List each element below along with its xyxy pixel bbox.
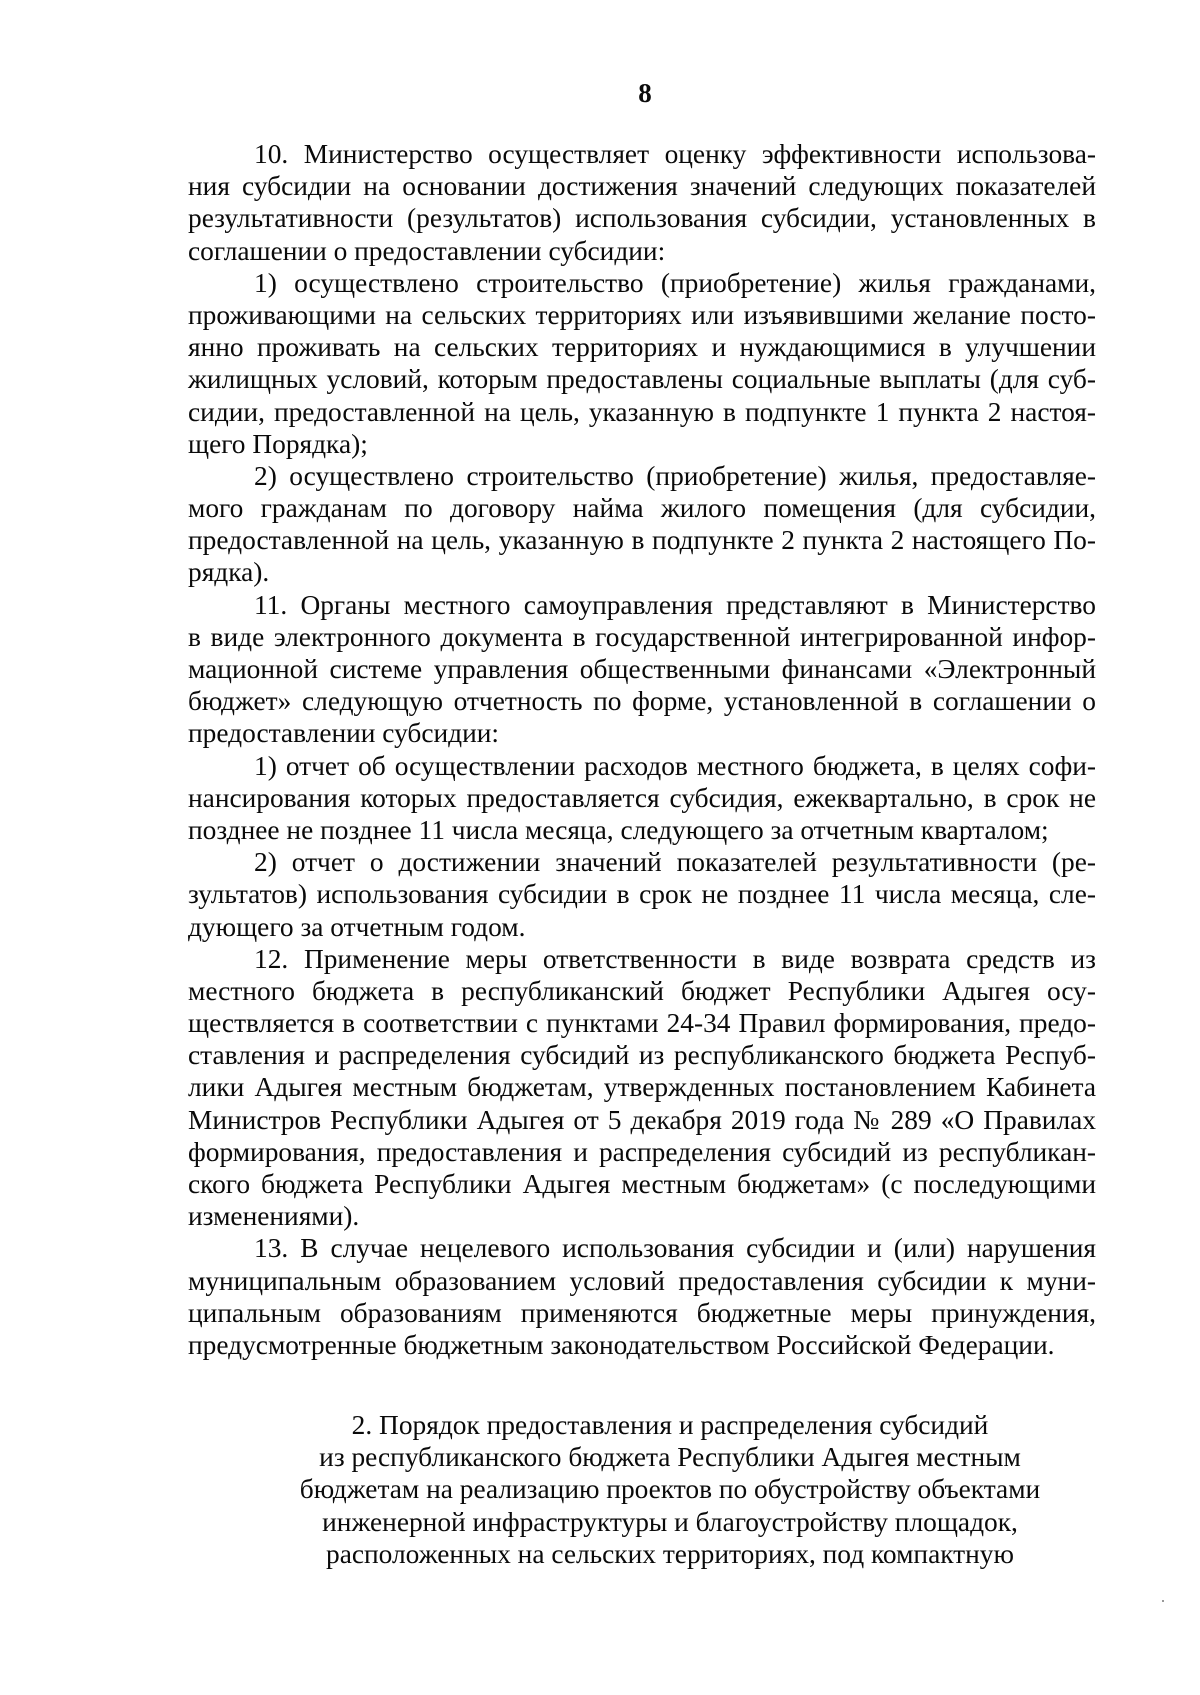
text-line: Министров Республики Адыгея от 5 декабря 2019 года № 289 «О Правилах [188,1104,1096,1135]
text-line: 2) осуществлено строительство (приобретение) жилья, предоставляе- [254,460,1096,491]
text-line: предоставленной на цель, указанную в подпункте 2 пункта 2 настоящего По- [188,525,1096,556]
text-line: 13. В случае нецелевого использования субсидии и (или) нарушения [254,1233,1096,1264]
text-line: соглашении о предоставлении субсидии: [188,235,666,266]
text-line: результативности (результатов) использования субсидии, установленных в [188,203,1096,234]
text-line: проживающими на сельских территориях или изъявившими желание посто- [188,299,1096,330]
section-heading [188,1409,1096,1570]
text-line: местного бюджета в республиканский бюджет Республики Адыгея осу- [188,975,1096,1006]
paragraph-10-item-1 [188,267,1096,460]
heading-line: инженерной инфраструктуры и благоустройству площадок, [322,1506,1018,1537]
text-line: мого гражданам по договору найма жилого помещения (для субсидии, [188,493,1096,524]
text-line: 10. Министерство осуществляет оценку эффективности использова- [254,139,1096,169]
paragraph-11 [188,589,1096,750]
paragraph-11-item-2 [188,846,1096,943]
text-line: ществляется в соответствии с пунктами 24-34 Правил формирования, предо- [188,1008,1096,1039]
paragraph-11-item-1 [188,750,1096,847]
text-line: щего Порядка); [188,428,368,459]
text-line: сидии, предоставленной на цель, указанную в подпункте 1 пункта 2 настоя- [188,396,1096,427]
paragraph-10-item-2 [188,460,1096,589]
scan-speck [1162,1600,1164,1602]
paragraph-12 [188,943,1096,1233]
paragraph-13 [188,1232,1096,1361]
text-line: формирования, предоставления и распределения субсидий из республикан- [188,1136,1096,1167]
paragraph-10 [188,138,1096,267]
heading-line: расположенных на сельских территориях, под компактную [326,1538,1014,1569]
text-line: муниципальным образованием условий предоставления субсидии к муни- [188,1265,1096,1296]
text-line: 12. Применение меры ответственности в виде возврата средств из [254,943,1096,974]
text-line: нансирования которых предоставляется субсидия, ежеквартально, в срок не [188,782,1096,813]
text-line: 1) отчет об осуществлении расходов местного бюджета, в целях софи- [254,750,1096,781]
page-number: 8 [638,78,652,108]
text-line: зультатов) использования субсидии в срок не позднее 11 числа месяца, сле- [188,879,1096,910]
text-line: 2) отчет о достижении значений показателей результативности (ре- [254,847,1096,878]
heading-line: 2. Порядок предоставления и распределения субсидий [351,1410,989,1440]
text-line: ского бюджета Республики Адыгея местным бюджетам» (с последующими [188,1169,1096,1199]
text-line: дующего за отчетным годом. [188,911,526,942]
text-line: ния субсидии на основании достижения значений следующих показателей [188,171,1096,202]
text-line: жилищных условий, которым предоставлены социальные выплаты (для суб- [188,364,1096,395]
text-line: ципальным образованиям применяются бюджетные меры принуждения, [188,1297,1096,1328]
text-line: ставления и распределения субсидий из республиканского бюджета Респуб- [188,1040,1096,1071]
text-line: изменениями). [188,1201,360,1232]
text-line: в виде электронного документа в государственной интегрированной инфор- [188,621,1096,652]
text-line: бюджет» следующую отчетность по форме, установленной в соглашении о [188,686,1096,717]
text-line: лики Адыгея местным бюджетам, утвержденных постановлением Кабинета [188,1072,1096,1103]
heading-line: бюджетам на реализацию проектов по обустройству объектами [299,1474,1041,1505]
text-line: мационной системе управления общественными финансами «Электронный [188,654,1096,684]
text-line: 11. Органы местного самоуправления представляют в Министерство [254,589,1096,620]
text-line: предусмотренные бюджетным законодательством Российской Федерации. [188,1329,1055,1360]
document-body [188,138,1096,1361]
text-line: 1) осуществлено строительство (приобретение) жилья гражданами, [254,267,1096,298]
heading-line: из республиканского бюджета Республики Адыгея местным [319,1442,1021,1473]
text-line: рядка). [188,557,270,588]
text-line: янно проживать на сельских территориях и нуждающимися в улучшении [188,332,1096,363]
text-line: позднее не позднее 11 числа месяца, следующего за отчетным кварталом; [188,814,1049,845]
text-line: предоставлении субсидии: [188,718,500,749]
